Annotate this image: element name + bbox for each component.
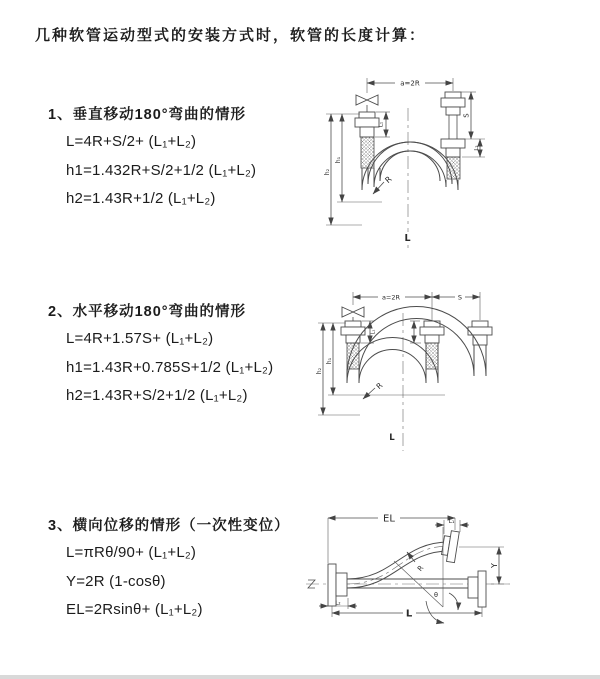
section-3 [48, 514, 290, 630]
straight-pipe [347, 579, 468, 588]
right-flange [468, 571, 486, 607]
section-3-formula-EL: EL=2Rsinθ+ (L₁+L₂) [66, 601, 203, 618]
section-2 [48, 300, 273, 416]
dim-l [332, 606, 482, 620]
dim-el [328, 512, 455, 563]
braided-hose-section [426, 343, 438, 369]
dim-label-l1: L₁ [448, 518, 455, 525]
section-1-heading: 1、垂直移动180°弯曲的情形 [48, 107, 247, 123]
page-title: 几种软管运动型式的安装方式时，软管的长度计算： [35, 27, 427, 44]
dim-label-el: EL [383, 513, 395, 525]
section-2-heading: 2、水平移动180°弯曲的情形 [48, 304, 247, 320]
radius-callout [363, 381, 384, 399]
dim-label-s: S [462, 113, 471, 118]
middle-pipe-assembly [420, 321, 444, 369]
section-2-formula-h2: h2=1.43R+S/2+1/2 (L₁+L₂) [66, 387, 248, 404]
theta-label: θ [434, 591, 438, 599]
section-1-formula-h1: h1=1.432R+S/2+1/2 (L₁+L₂) [66, 161, 257, 179]
dim-l2 [474, 139, 480, 157]
radius-label: R [383, 174, 394, 185]
valve-icon [356, 95, 367, 105]
valve-icon [342, 307, 353, 317]
hose-curves [347, 307, 486, 384]
dim-label-h1: h₁ [326, 357, 333, 365]
right-pipe-assembly [441, 92, 465, 179]
section-2-formula-h1: h1=1.43R+0.785S+1/2 (L₁+L₂) [66, 358, 274, 376]
length-label: L [404, 233, 411, 244]
diagram-lateral-displacement [298, 505, 598, 640]
dim-label-s: S [457, 293, 463, 302]
length-label: L [405, 608, 413, 620]
diagram-vertical-180 [310, 68, 595, 260]
section-2-formula-L: L=4R+1.57S+ (L₁+L₂) [66, 330, 214, 347]
section-1-formula-h2: h2=1.43R+1/2 (L₁+L₂) [66, 190, 216, 207]
length-label: L [389, 433, 395, 443]
dim-label-a2r: a=2R [400, 79, 420, 88]
dim-label-h2: h₂ [316, 367, 323, 375]
section-3-formula-L: L=πRθ/90+ (L₁+L₂) [66, 544, 197, 561]
dim-label-l2: L₂ [474, 145, 480, 151]
dim-label-l1: L₁ [370, 329, 377, 335]
hose-curves [362, 142, 458, 190]
dim-label-h2: h₂ [324, 168, 331, 176]
diagram-horizontal-180 [300, 283, 595, 461]
radius-label: R [374, 380, 385, 391]
section-3-heading: 3、横向位移的情形（一次性变位） [48, 518, 290, 534]
dim-label-l2: L₂ [335, 600, 341, 607]
section-1 [48, 103, 256, 219]
section-3-formula-Y: Y=2R (1-cosθ) [66, 572, 166, 590]
top-flange [441, 530, 460, 563]
dim-s [432, 293, 480, 302]
radius-label: R [416, 563, 426, 573]
section-1-formula-L: L=4R+S/2+ (L₁+L₂) [66, 133, 197, 150]
braided-hose-section [361, 137, 374, 168]
dim-a2r [367, 78, 453, 93]
dim-label-y: Y [490, 563, 499, 568]
dim-label-h1: h₁ [335, 156, 342, 164]
dim-l2 [319, 598, 357, 609]
radius-callout [373, 174, 394, 194]
dim-label-l1: L₁ [378, 121, 385, 128]
dim-label-a2r: a=2R [381, 293, 401, 302]
